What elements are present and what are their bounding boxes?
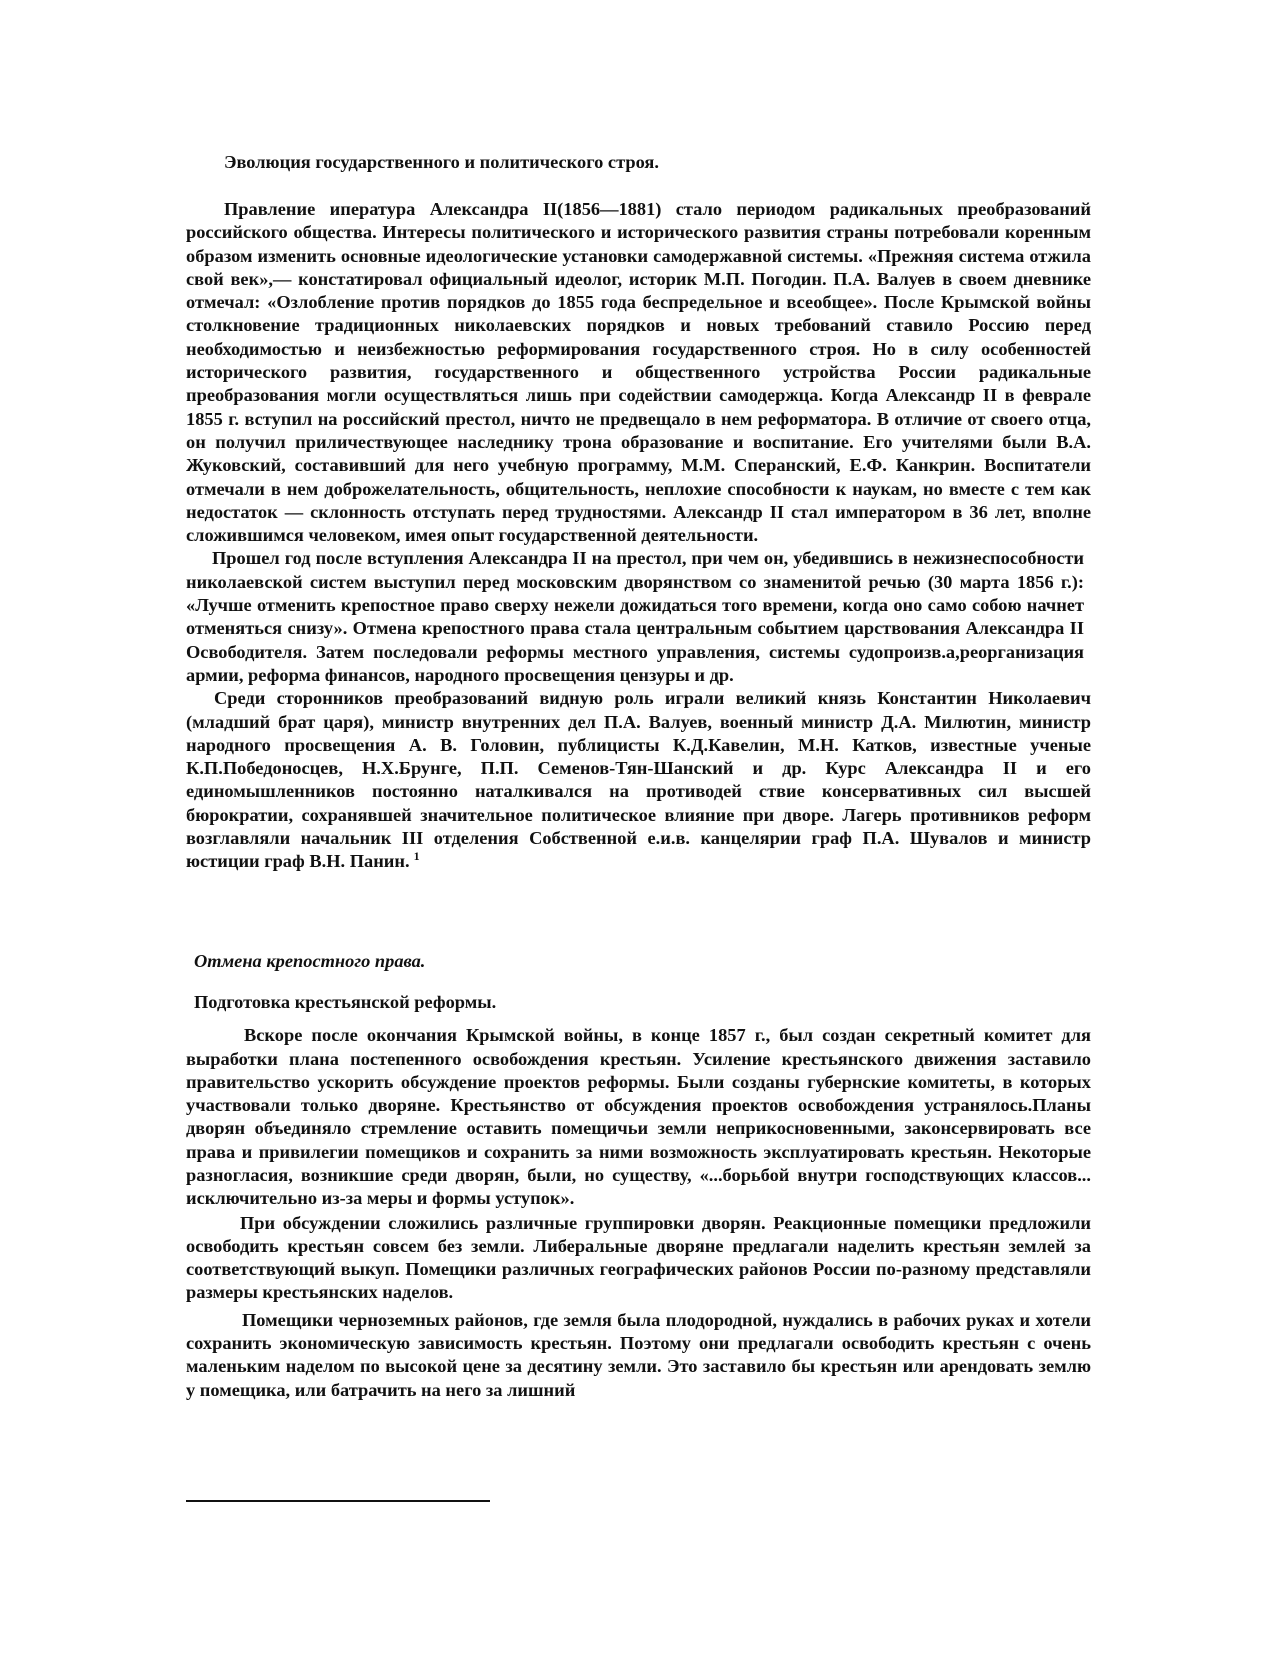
section-title: Отмена крепостного права. — [194, 950, 426, 971]
document-page — [186, 150, 1091, 1402]
document-title: Эволюция государственного и политического строя. — [224, 152, 659, 172]
paragraph-3-text: Среди сторонников преобразований видную роль играли великий князь Константин Николаевич (младший брат царя), министр внутренних дел П.А. Валуев, военный министр Д.А. Милютин, министр народного просвещения А. В. Головин, публицисты К.Д.Кавелин, М.Н. Катков, известные ученые К.П.Победоносцев, Н.Х.Брунге, П.П. Семенов-Тян-Шанский и др. Курс Александра II и его единомышленников постоянно наталкивался на противодей ствие консервативных сил высшей бюрократии, сохранявшей значительное политическое влияние при дворе. Лагерь противников реформ возглавляли начальник III отделения Собственной е.и.в. канцелярии граф П.А. Шувалов и министр юстиции граф В.Н. Панин. — [186, 688, 1091, 872]
section-paragraph-1: Вскоре после окончания Крымской войны, в конце 1857 г., был создан секретный комитет для выработки плана постепенного освобождения крестьян. Усиление крестьянского движения заставило правительство ускорить обсуждение проектов реформы. Были созданы губернские комитеты, в которых участвовали только дворяне. Крестьянство от обсуждения проектов освобождения устранялось.Планы дворян объединяло стремление оставить помещичьи земли неприкосновенными, законсервировать все права и привилегии помещиков и сохранить за ними возможность эксплуатировать крестьян. Некоторые разногласия, возникшие среди дворян, были, но существу, «...борьбой внутри господствующих классов... исключительно из-за меры и формы уступок». — [186, 1025, 1091, 1209]
section-paragraph-3: Помещики черноземных районов, где земля была плодородной, нуждались в рабочих руках и хотели сохранить экономическую зависимость крестьян. Поэтому они предлагали освободить крестьян с очень маленьким наделом по высокой цене за десятину земли. Это заставило бы крестьян или арендовать землю у помещика, или батрачить на него за лишний — [186, 1309, 1091, 1400]
footnote-marker[interactable]: 1 — [413, 849, 420, 864]
paragraph-1: Правление ипература Александра II(1856—1881) стало периодом радикальных преобразований российского общества. Интересы политического и исторического развития страны потребовали коренным образом изменить основные идеологические установки самодержавной системы. «Прежняя система отжила свой век»,— констатировал официальный идеолог, историк М.П. Погодин. П.А. Валуев в своем дневнике отмечал: «Озлобление против порядков до 1855 года беспредельное и всеобщее». После Крымской войны столкновение традиционных николаевских порядков и новых требований ставило Россию перед необходимостью и неизбежностью реформирования государственного строя. Но в силу особенностей исторического развития, государственного и общественного устройства России радикальные преобразования могли осуществляться лишь при содействии самодержца. Когда Александр II в феврале 1855 г. вступил на российский престол, ничто не предвещало в нем реформатора. В отличие от своего отца, он получил приличествующее наследнику трона образование и воспитание. Его учителями были В.А. Жуковский, составивший для него учебную программу, М.М. Сперанский, Е.Ф. Канкрин. Воспитатели отмечали в нем доброжелательность, общительность, неплохие способности к наукам, но вместе с тем как недостаток — склонность отступать перед трудностями. Александр II стал императором в 36 лет, вполне сложившимся человеком, имея опыт государственной деятельности. — [186, 199, 1091, 546]
paragraph-3 — [186, 687, 1091, 873]
subsection-title: Подготовка крестьянской реформы. — [194, 991, 497, 1012]
section-paragraph-2: При обсуждении сложились различные группировки дворян. Реакционные помещики предложили освободить крестьян совсем без земли. Либеральные дворяне предлагали наделить крестьян землей за соответствующий выкуп. Помещики различных географических районов России по-разному представляли размеры крестьянских наделов. — [186, 1212, 1091, 1303]
footnote-separator — [186, 1500, 490, 1502]
paragraph-2: Прошел год после вступления Александра II на престол, при чем он, убедившись в нежизнеспособности николаевской систем выступил перед московским дворянством со знаменитой речью (30 марта 1856 г.): «Лучше отменить крепостное право сверху нежели дожидаться того времени, когда оно само собою начнет отменяться снизу». Отмена крепостного права стала центральным событием царствования Александра II Освободителя. Затем последовали реформы местного управления, системы судопроизв.а,реорганизация армии, реформа финансов, народного просвещения цензуры и др. — [186, 548, 1084, 685]
